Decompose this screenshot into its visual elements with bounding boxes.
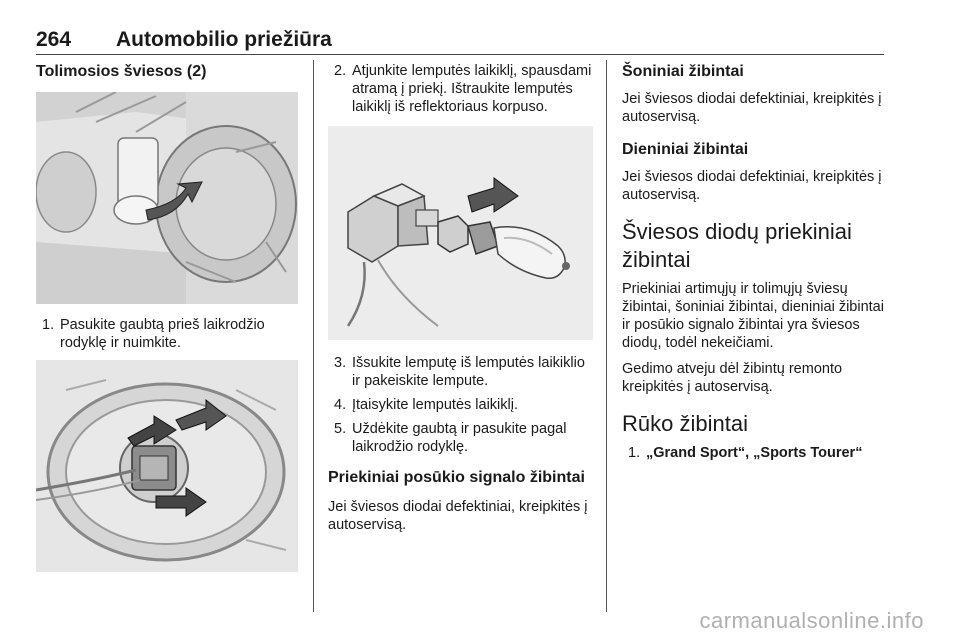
bulb-holder-illustration bbox=[36, 360, 298, 572]
step-5 bbox=[328, 420, 593, 456]
step-2-text: Atjunkite lemputės laikiklį, spausdami atramą į priekį. Ištraukite lemputės laikiklį iš reflektoriaus korpuso. bbox=[352, 63, 592, 115]
step-4 bbox=[328, 396, 593, 414]
step-4-text: Įtaisykite lemputės laikiklį. bbox=[352, 397, 518, 413]
step-3 bbox=[328, 354, 593, 390]
figure-bulb-removal bbox=[328, 126, 593, 340]
step-4-number: 4. bbox=[334, 397, 347, 413]
bulb-removal-illustration bbox=[328, 126, 593, 340]
fog-step-1-text: „Grand Sport“, „Sports Tourer“ bbox=[646, 445, 863, 461]
step-1 bbox=[36, 316, 298, 352]
page-number: 264 bbox=[36, 28, 72, 51]
header-divider bbox=[36, 54, 884, 55]
watermark-text: carmanualsonline.info bbox=[699, 608, 924, 633]
headlamp-cover-illustration bbox=[36, 92, 298, 304]
fog-step-1 bbox=[622, 444, 888, 462]
led-repair-text: Gedimo atveju dėl žibintų remonto kreipkitės į autoservisą. bbox=[622, 361, 843, 395]
step-5-text: Uždėkite gaubtą ir pasukite pagal laikrodžio rodyklę. bbox=[352, 421, 567, 455]
section-heading-daytime-lights: Dieniniai žibintai bbox=[622, 141, 749, 158]
section-heading-side-lights: Šoniniai žibintai bbox=[622, 63, 744, 80]
section-heading-turn-signal: Priekiniai posūkio signalo žibintai bbox=[328, 469, 585, 486]
section-heading-led-headlights: Šviesos diodų priekiniai žibintai bbox=[622, 219, 852, 272]
section-heading-fog-lights: Rūko žibintai bbox=[622, 411, 748, 436]
step-5-number: 5. bbox=[334, 421, 347, 437]
fog-step-1-number: 1. bbox=[628, 445, 641, 461]
step-1-number: 1. bbox=[42, 317, 55, 333]
column-2 bbox=[328, 62, 593, 542]
section-heading-high-beam: Tolimosios šviesos (2) bbox=[36, 63, 207, 80]
page-header bbox=[36, 28, 884, 52]
page-title: Automobilio priežiūra bbox=[116, 28, 332, 51]
column-divider-2 bbox=[606, 60, 607, 612]
led-headlights-text: Priekiniai artimųjų ir tolimųjų šviesų žibintai, šoniniai žibintai, dieniniai žibintai ir posūkio signalo žibintai yra šviesos diodų, todėl nekeičiami. bbox=[622, 281, 884, 351]
figure-headlamp-cover bbox=[36, 92, 298, 304]
side-lights-text: Jei šviesos diodai defektiniai, kreipkitės į autoservisą. bbox=[622, 91, 882, 125]
daytime-lights-text: Jei šviesos diodai defektiniai, kreipkitės į autoservisą. bbox=[622, 169, 882, 203]
step-1-text: Pasukite gaubtą prieš laikrodžio rodyklę ir nuimkite. bbox=[60, 317, 265, 351]
turn-signal-text: Jei šviesos diodai defektiniai, kreipkitės į autoservisą. bbox=[328, 499, 588, 533]
step-3-text: Išsukite lemputę iš lemputės laikiklio ir pakeiskite lempute. bbox=[352, 355, 585, 389]
figure-bulb-holder bbox=[36, 360, 298, 572]
step-3-number: 3. bbox=[334, 355, 347, 371]
step-2 bbox=[328, 62, 593, 116]
column-3 bbox=[622, 62, 888, 468]
column-divider-1 bbox=[313, 60, 314, 612]
step-2-number: 2. bbox=[334, 63, 347, 79]
column-1 bbox=[36, 62, 298, 572]
